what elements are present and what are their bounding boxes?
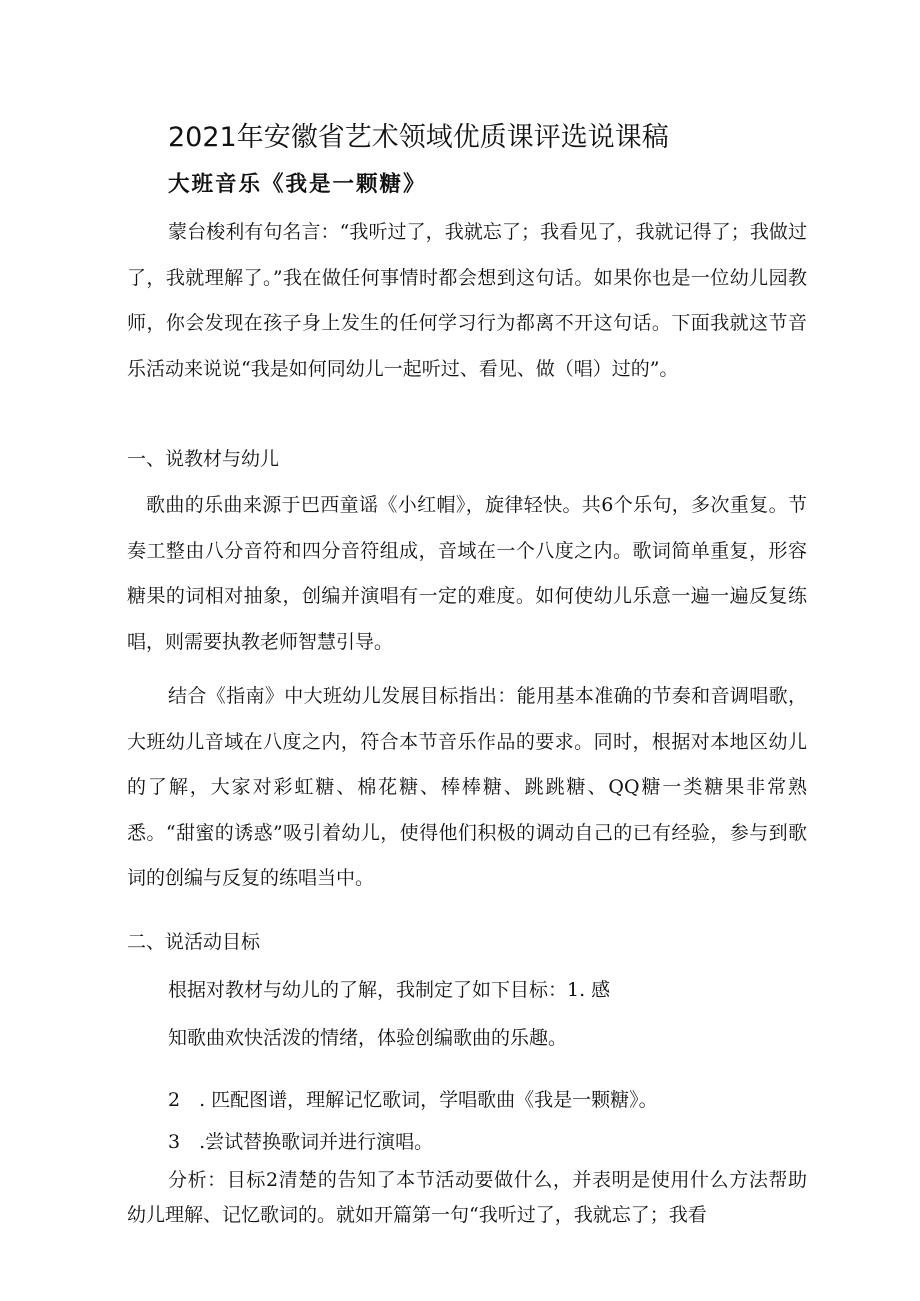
guideline-paragraph: 结合《指南》中大班幼儿发展目标指出：能用基本准确的节奏和音调唱歌，大班幼儿音域在八度之内，符合本节音乐作品的要求。同时，根据对本地区幼儿的了解，大家对彩虹糖、棉花糖、棒棒糖、跳跳糖、QQ糖一类糖果非常熟悉。“甜蜜的诱惑”吸引着幼儿，使得他们积极的调动自己的已有经验，参与到歌词的创编与反复的练唱当中。 — [127, 685, 807, 889]
goal-1-continuation: 知歌曲欢快活泼的情绪，体验创编歌曲的乐趣。 — [168, 1027, 568, 1049]
page-subtitle: 大班音乐《我是一颗糖》 — [168, 172, 427, 197]
materials-paragraph: 歌曲的乐曲来源于巴西童谣《小红帽》，旋律轻快。共6个乐句，多次重复。节奏工整由八分音符和四分音符组成，音域在一个八度之内。歌词简单重复，形容糖果的词相对抽象，创编并演唱有一定的难度。如何使幼儿乐意一遍一遍反复练唱，则需要执教老师智慧引导。 — [127, 494, 807, 653]
section-heading-goals: 二、说活动目标 — [127, 931, 261, 953]
goal-3: 3 .尝试替换歌词并进行演唱。 — [168, 1131, 434, 1153]
section-heading-materials: 一、说教材与幼儿 — [127, 448, 280, 470]
intro-paragraph: 蒙台梭利有句名言：“我听过了，我就忘了；我看见了，我就记得了；我做过了，我就理解了。”我在做任何事情时都会想到这句话。如果你也是一位幼儿园教师，你会发现在孩子身上发生的任何学习行为都离不开这句话。下面我就这节音乐活动来说说“我是如何同幼儿一起听过、看见、做（唱）过的”。 — [127, 221, 807, 380]
analysis-paragraph: 分析：目标2清楚的告知了本节活动要做什么，并表明是使用什么方法帮助幼儿理解、记忆歌词的。就如开篇第一句“我听过了，我就忘了；我看 — [127, 1169, 807, 1226]
goal-2: 2 . 匹配图谱，理解记忆歌词，学唱歌曲《我是一颗糖》。 — [168, 1089, 658, 1111]
goals-lead: 根据对教材与幼儿的了解，我制定了如下目标：1. 感 — [168, 979, 611, 1001]
page-title: 2021年安徽省艺术领域优质课评选说课稿 — [168, 122, 669, 153]
